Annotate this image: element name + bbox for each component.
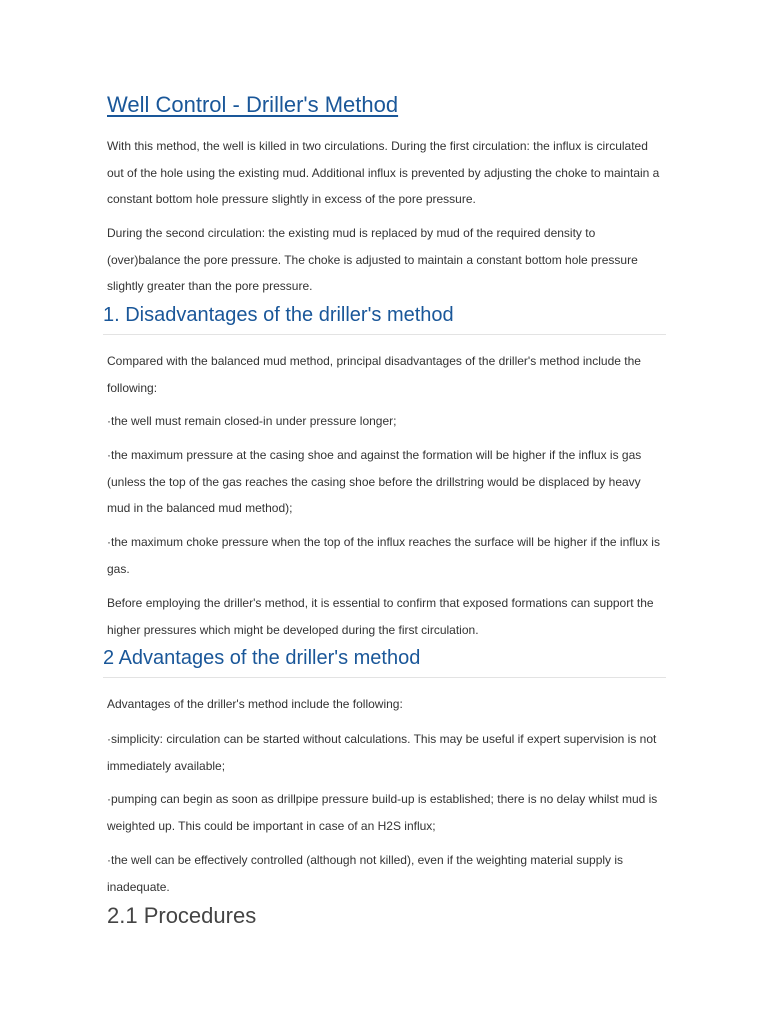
disadvantages-closing: Before employing the driller's method, it is essential to confirm that exposed formations can support the higher pressures which might be developed during the first circulation. <box>107 596 654 637</box>
advantages-intro: Advantages of the driller's method include the following: <box>107 697 403 711</box>
page-title[interactable]: Well Control - Driller's Method <box>107 92 399 117</box>
advantage-item-1: ·simplicity: circulation can be started without calculations. This may be useful if expert supervision is not immediately available; <box>107 732 657 773</box>
intro-paragraph-1: With this method, the well is killed in two circulations. During the first circulation: the influx is circulated out of the hole using the existing mud. Additional influx is prevented by adjusting the choke to maintain a constant bottom hole pressure slightly in excess of the pore pressure. <box>107 139 660 206</box>
disadvantages-intro: Compared with the balanced mud method, principal disadvantages of the driller's method include the following: <box>107 354 641 395</box>
section-heading-advantages: 2 Advantages of the driller's method <box>103 645 666 678</box>
disadvantage-item-1: ·the well must remain closed-in under pressure longer; <box>107 414 397 428</box>
advantage-item-2: ·pumping can begin as soon as drillpipe pressure build-up is established; there is no delay whilst mud is weighted up. This could be important in case of an H2S influx; <box>107 792 658 833</box>
advantage-item-3: ·the well can be effectively controlled (although not killed), even if the weighting material supply is inadequate. <box>107 853 624 894</box>
disadvantage-item-2: ·the maximum pressure at the casing shoe and against the formation will be higher if the influx is gas (unless the top of the gas reaches the casing shoe before the drillstring would be displaced by heavy mud in the balanced mud method); <box>107 448 642 515</box>
subsection-heading-procedures: 2.1 Procedures <box>107 903 257 928</box>
disadvantage-item-3: ·the maximum choke pressure when the top of the influx reaches the surface will be higher if the influx is gas. <box>107 535 660 576</box>
section-heading-disadvantages: 1. Disadvantages of the driller's method <box>103 302 666 335</box>
intro-paragraph-2: During the second circulation: the existing mud is replaced by mud of the required density to (over)balance the pore pressure. The choke is adjusted to maintain a constant bottom hole pressure slightly greater than the pore pressure. <box>107 226 638 293</box>
